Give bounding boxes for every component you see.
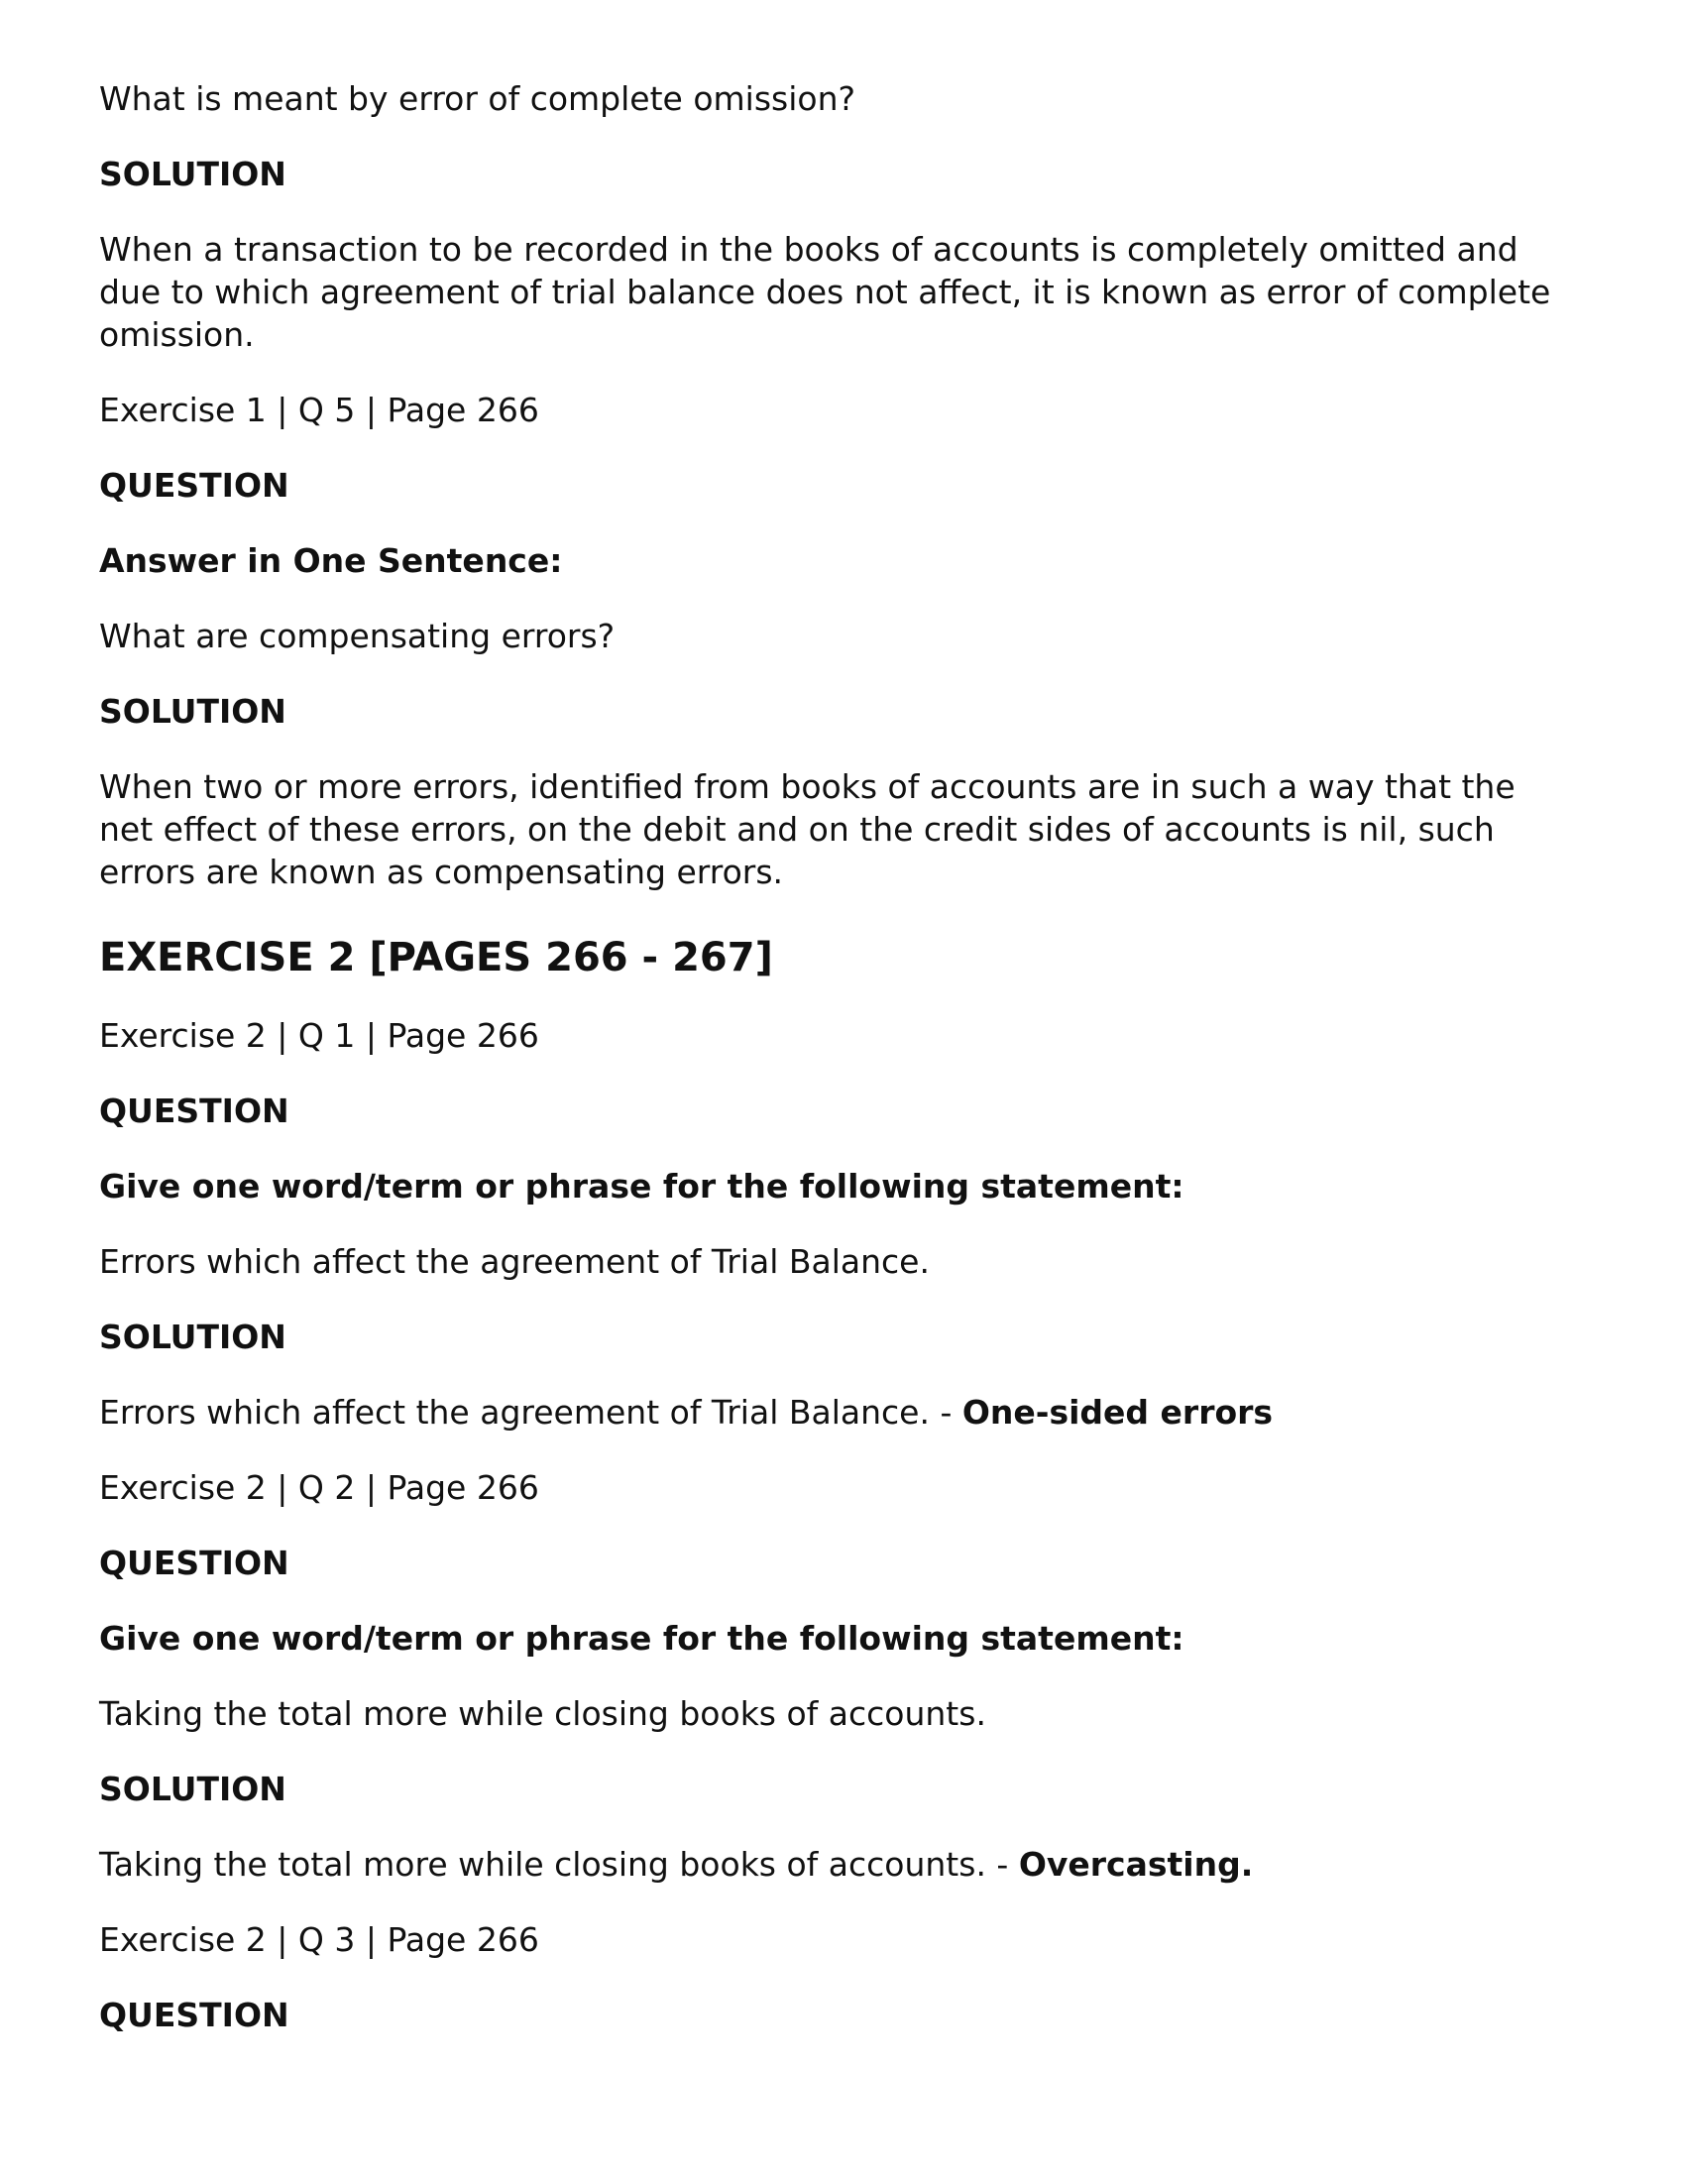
question-label: QUESTION <box>99 1996 289 2034</box>
question-label: QUESTION <box>99 1544 289 1582</box>
solution-label: SOLUTION <box>99 692 286 731</box>
question-text: What are compensating errors? <box>99 617 616 655</box>
solution-line: When two or more errors, identified from books of accounts are in such a way that the <box>99 767 1516 806</box>
solution-line: When a transaction to be recorded in the books of accounts is completely omitted and <box>99 230 1519 269</box>
question-instruction: Give one word/term or phrase for the following statement: <box>99 1167 1184 1206</box>
exercise-heading: EXERCISE 2 [PAGES 266 - 267] <box>99 935 773 980</box>
solution-line: omission. <box>99 315 255 354</box>
question-instruction: Give one word/term or phrase for the following statement: <box>99 1619 1184 1658</box>
solution-text <box>99 1843 1586 1886</box>
exercise-reference: Exercise 2 | Q 3 | Page 266 <box>99 1920 539 1959</box>
exercise-reference: Exercise 2 | Q 2 | Page 266 <box>99 1468 539 1507</box>
solution-label: SOLUTION <box>99 155 286 193</box>
exercise-reference: Exercise 2 | Q 1 | Page 266 <box>99 1016 539 1055</box>
solution-text <box>99 228 1586 356</box>
solution-line: net effect of these errors, on the debit and on the credit sides of accounts is nil, such <box>99 810 1495 849</box>
question-text: Errors which affect the agreement of Trial Balance. <box>99 1242 930 1281</box>
solution-label: SOLUTION <box>99 1318 286 1356</box>
solution-label: SOLUTION <box>99 1770 286 1808</box>
question-label: QUESTION <box>99 1092 289 1130</box>
solution-text <box>99 1391 1586 1434</box>
question-instruction: Answer in One Sentence: <box>99 541 563 580</box>
solution-prefix: Errors which affect the agreement of Trial Balance. - <box>99 1393 962 1432</box>
solution-answer: Overcasting. <box>1018 1845 1254 1884</box>
question-label: QUESTION <box>99 466 289 505</box>
document-page <box>99 77 1586 2036</box>
exercise-reference: Exercise 1 | Q 5 | Page 266 <box>99 391 539 429</box>
question-text: What is meant by error of complete omission? <box>99 79 856 118</box>
solution-text <box>99 765 1586 893</box>
question-text: Taking the total more while closing books of accounts. <box>99 1694 986 1733</box>
solution-prefix: Taking the total more while closing books of accounts. - <box>99 1845 1019 1884</box>
solution-answer: One-sided errors <box>961 1393 1274 1432</box>
solution-line: errors are known as compensating errors. <box>99 853 784 891</box>
solution-line: due to which agreement of trial balance does not affect, it is known as error of complete <box>99 273 1551 311</box>
